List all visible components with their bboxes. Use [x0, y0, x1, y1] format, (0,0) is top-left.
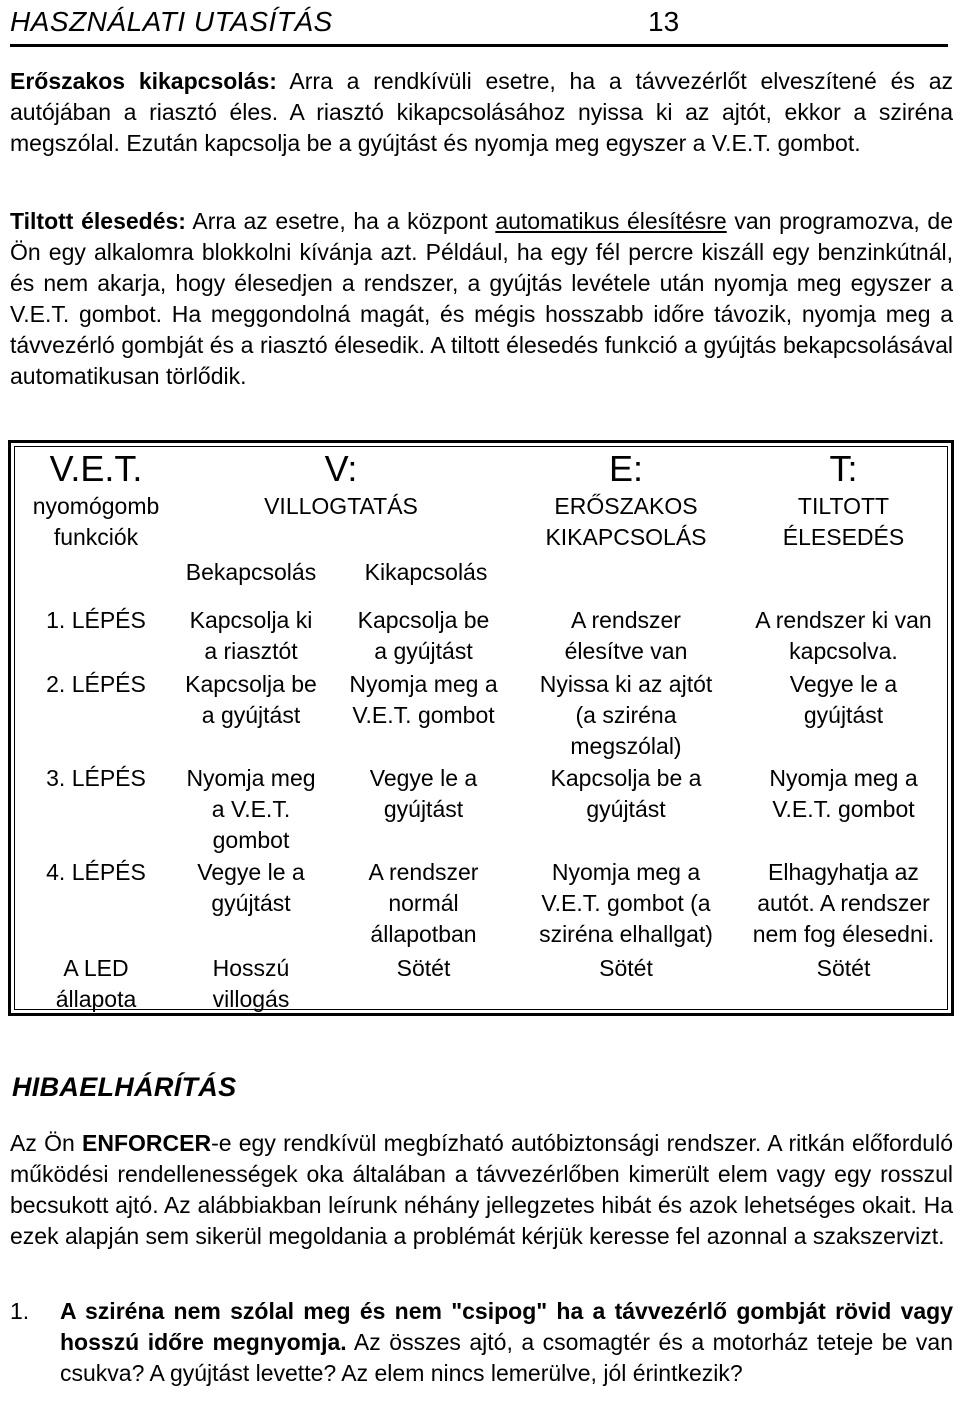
row4-v-off: A rendszer normál állapotban [368, 859, 479, 947]
intro-after: -e egy rendkívül megbízható autóbiztonsági rendszer. A ritkán előforduló működési rendellenességek oka általában a távvezérlőben kimerült elem vagy egy rosszul becsukott ajtó. Az alábbiakban leírunk néhány jellegzetes hibát és azok lehetséges okait. Ha ezek alapján sem sikerül megoldania a problémát kérjük keresse fel azonnal a szakszervizt. [10, 1130, 953, 1249]
intro-before: Az Ön [10, 1130, 82, 1156]
forced-disarm-label: Erőszakos kikapcsolás: [10, 68, 277, 94]
led-e: Sötét [599, 955, 653, 981]
row3-v-off: Vegye le a gyújtást [369, 765, 478, 822]
forced-disarm-paragraph [10, 66, 953, 159]
led-t: Sötét [816, 955, 871, 981]
row2-v-off: Nyomja meg a V.E.T. gombot [349, 671, 498, 728]
col-vet-heading: V.E.T. [49, 448, 143, 489]
item-text [60, 1296, 953, 1389]
row4-step: 4. LÉPÉS [46, 859, 146, 885]
brand-name: ENFORCER [82, 1130, 212, 1156]
forced-disarm-text: Arra a rendkívüli esetre, ha a távvezérlőt elveszítené és az autójában a riasztó éles. A riasztó kikapcsolásához nyissa ki az ajtót, ekkor a sziréna megszólal. Ezután kapcsolja be a gyújtást és nyomja meg egyszer a V.E.T. gombot. [10, 68, 953, 156]
header-title: HASZNÁLATI UTASÍTÁS [10, 6, 333, 37]
page-header [10, 4, 948, 42]
item-problem: A sziréna nem szólal meg és nem "csipog" ha a távvezérlő gombját rövid vagy hosszú időre megnyomja. [60, 1298, 953, 1355]
row1-v-off: Kapcsolja be a gyújtást [357, 607, 490, 664]
row3-v-on: Nyomja meg a V.E.T. gombot [186, 765, 316, 853]
row4-v-on: Vegye le a gyújtást [197, 859, 305, 916]
col-e-heading: E: [608, 448, 643, 489]
row1-e: A rendszer élesítve van [564, 607, 688, 664]
item-solution: Az összes ajtó, a csomagtér és a motorház teteje be van csukva? A gyújtást levette? Az elem nincs lemerülve, jól érintkezik? [60, 1329, 953, 1386]
item-number: 1. [10, 1298, 30, 1324]
col-vet-subheading: nyomógomb funkciók [32, 493, 160, 550]
col-t-heading: T: [829, 448, 858, 489]
row2-step: 2. LÉPÉS [46, 671, 146, 697]
row2-t: Vegye le a gyújtást [789, 671, 898, 728]
col-v-heading: V: [324, 448, 358, 489]
row2-e: Nyissa ki az ajtót (a sziréna megszólal) [539, 671, 713, 759]
troubleshooting-title: HIBAELHÁRÍTÁS [12, 1072, 237, 1102]
prohibited-arming-text-after: van programozva, de Ön egy alkalomra blokkolni kívánja azt. Például, ha egy fél percre kiszáll egy benzinkútnál, és nem akarja, hogy élesedjen a rendszer, a gyújtás levétele után nyomja meg egyszer a V.E.T. gombot. Ha meggondolná magát, és mégis hosszabb időre távozik, nyomja meg a távvezérló gombját és a riasztó élesedik. A tiltott élesedés funkció a gyújtás bekapcsolásával automatikusan törlődik. [10, 208, 953, 389]
col-v-off-subheading: Kikapcsolás [364, 559, 488, 585]
prohibited-arming-text-before: Arra az esetre, ha a központ [185, 208, 496, 234]
row1-step: 1. LÉPÉS [46, 607, 146, 633]
vet-function-table [8, 440, 954, 1016]
row1-v-on: Kapcsolja ki a riasztót [189, 607, 313, 664]
row3-step: 3. LÉPÉS [46, 765, 146, 791]
prohibited-arming-paragraph [10, 206, 953, 392]
led-v-off: Sötét [396, 955, 451, 981]
row3-e: Kapcsolja be a gyújtást [550, 765, 702, 822]
col-v-subheading: VILLOGTATÁS [264, 493, 418, 519]
col-v-on-subheading: Bekapcsolás [185, 559, 317, 585]
col-t-subheading: TILTOTT ÉLESEDÉS [782, 493, 905, 550]
prohibited-arming-label: Tiltott élesedés: [10, 208, 186, 234]
auto-arming-link[interactable]: automatikus élesítésre [495, 208, 727, 234]
troubleshooting-intro [10, 1128, 953, 1252]
header-divider [10, 44, 948, 47]
row4-t: Elhagyhatja az autót. A rendszer nem fog élesedni. [752, 859, 935, 947]
col-e-subheading: ERŐSZAKOS KIKAPCSOLÁS [545, 493, 707, 550]
led-row-label: A LED állapota [55, 955, 137, 1012]
led-v-on: Hosszú villogás [212, 955, 290, 1012]
page-number: 13 [648, 6, 680, 37]
row1-t: A rendszer ki van kapcsolva. [755, 607, 932, 664]
row2-v-on: Kapcsolja be a gyújtást [185, 671, 317, 728]
row3-t: Nyomja meg a V.E.T. gombot [769, 765, 918, 822]
row4-e: Nyomja meg a V.E.T. gombot (a sziréna elhallgat) [539, 859, 713, 947]
